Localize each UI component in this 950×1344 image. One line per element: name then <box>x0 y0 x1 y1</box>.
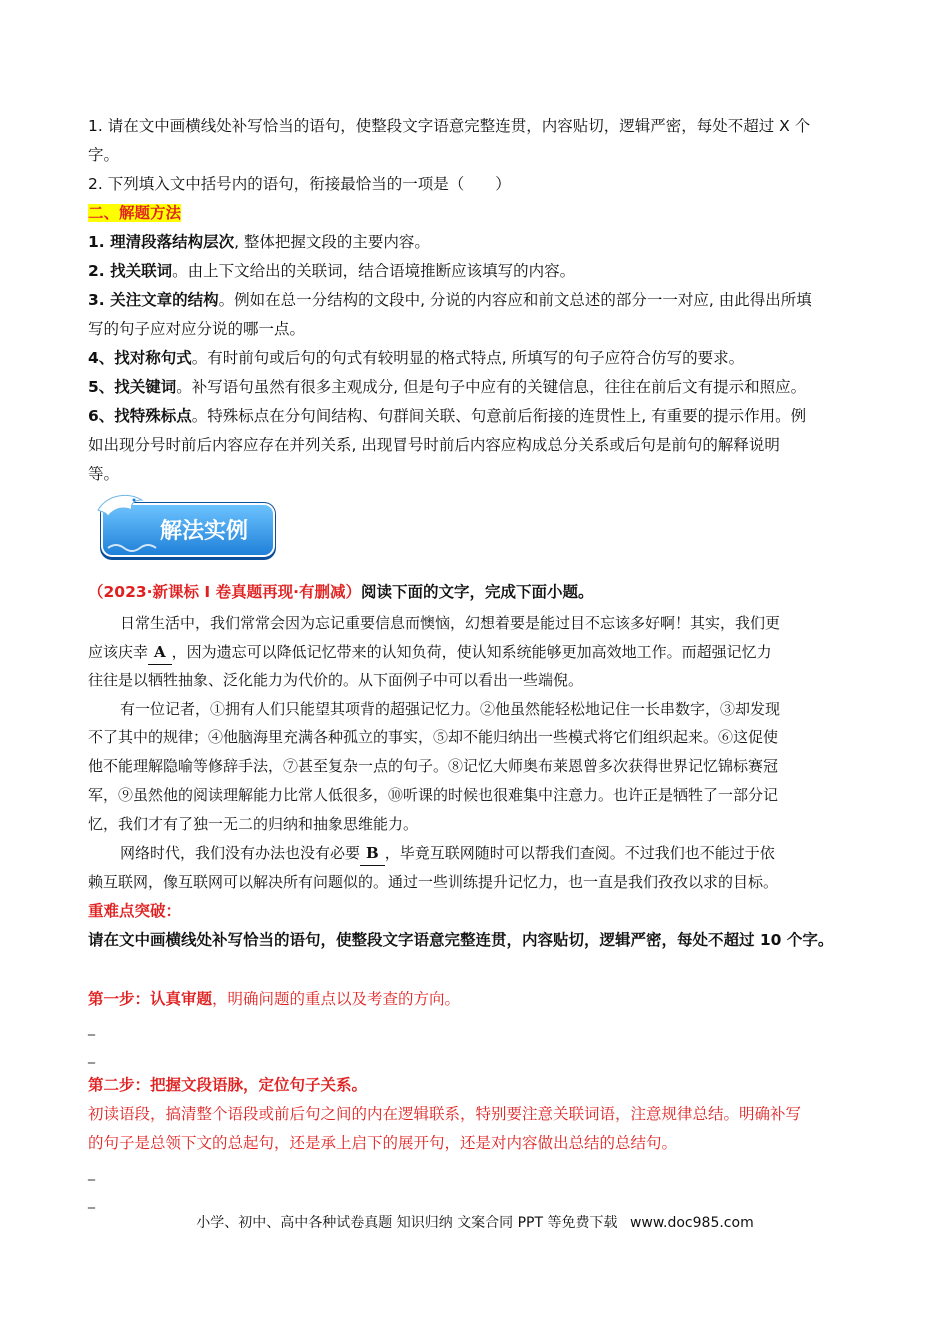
footer-text: 小学、初中、高中各种试卷真题 知识归纳 文案合同 PPT 等免费下载 <box>196 1215 618 1231</box>
question-2: 2. 下列填入文中括号内的语句，衔接最恰当的一项是（ ） <box>88 175 511 193</box>
passage-p2-line-5: 忆，我们才有了独一无二的归纳和抽象思维能力。 <box>88 815 419 833</box>
solution-example-banner <box>94 490 280 564</box>
method-item-key: 1. 理清段落结构层次 <box>88 233 235 251</box>
passage-p2-line-4: 军，⑨虽然他的阅读理解能力比常人低很多，⑩听课的时候也很难集中注意力。也许正是牺牲了一部分记 <box>88 786 779 804</box>
page-footer <box>0 1212 950 1232</box>
method-item-text: 。特殊标点在分句间结构、句群间关联、句意前后衔接的连贯性上, 有重要的提示作用。例 <box>191 407 807 425</box>
answer-blank-line: _ <box>88 1193 95 1209</box>
method-item-text: , 整体把握文段的主要内容。 <box>234 233 430 251</box>
passage-text: 网络时代，我们没有办法也没有必要 <box>120 844 361 862</box>
method-item-3-cont: 写的句子应对应分说的哪一点。 <box>88 320 306 338</box>
passage-text: 应该庆幸 <box>88 643 149 661</box>
method-item-key: 6、找特殊标点 <box>88 407 192 425</box>
passage-p1-line-2 <box>88 640 772 665</box>
method-item-key: 5、找关键词 <box>88 378 177 396</box>
method-item-3 <box>88 288 812 312</box>
method-item-text: 。补写语句虽然有很多主观成分, 但是句子中应有的关键信息，往往在前后文有提示和照应。 <box>176 378 807 396</box>
method-heading: 二、解题方法 <box>88 204 182 222</box>
passage-text: ，因为遗忘可以降低记忆带来的认知负荷，使认知系统能够更加高效地工作。而超强记忆力 <box>171 643 772 661</box>
step-1 <box>88 987 460 1011</box>
question-1-line-2: 字。 <box>88 146 120 164</box>
step-1-text: ，明确问题的重点以及考查的方向。 <box>212 990 461 1008</box>
dolphin-banner-graphic <box>94 490 280 564</box>
method-item-1 <box>88 230 430 254</box>
example-source: （2023·新课标 I 卷真题再现·有删减） <box>88 583 361 601</box>
example-instruction: 阅读下面的文字，完成下面小题。 <box>360 583 594 601</box>
blank-b: B <box>360 841 385 866</box>
passage-p2-line-2: 不了其中的规律；④他脑海里充满各种孤立的事实，⑤却不能归纳出一些模式将它们组织起来。⑥这促使 <box>88 728 779 746</box>
step-2-line-2: 的句子是总领下文的总起句，还是承上启下的展开句，还是对内容做出总结的总结句。 <box>88 1134 678 1152</box>
passage-p1-line-3: 往往是以牺牲抽象、泛化能力为代价的。从下面例子中可以看出一些端倪。 <box>88 671 584 689</box>
blank-a: A <box>148 640 172 665</box>
answer-blank-line: _ <box>88 1165 95 1181</box>
question-1-line-1: 1. 请在文中画横线处补写恰当的语句，使整段文字语意完整连贯，内容贴切，逻辑严密，每处不超过 X 个 <box>88 117 811 135</box>
passage-p1-line-1: 日常生活中，我们常常会因为忘记重要信息而懊恼，幻想着要是能过目不忘该多好啊！其实，我们更 <box>120 614 781 632</box>
answer-blank-line: _ <box>88 1020 95 1036</box>
method-item-key: 2. 找关联词 <box>88 262 173 280</box>
method-item-text: 。由上下文给出的关联词，结合语境推断应该填写的内容。 <box>172 262 576 280</box>
method-item-4 <box>88 346 744 370</box>
method-item-5 <box>88 375 806 399</box>
method-item-key: 4、找对称句式 <box>88 349 192 367</box>
method-item-6-cont2: 等。 <box>88 465 120 483</box>
passage-p2-line-3: 他不能理解隐喻等修辞手法，⑦甚至复杂一点的句子。⑧记忆大师奥布莱恩曾多次获得世界记忆锦标赛冠 <box>88 757 779 775</box>
passage-p3-line-2: 赖互联网，像互联网可以解决所有问题似的。通过一些训练提升记忆力，也一直是我们孜孜以求的目标。 <box>88 873 779 891</box>
passage-p2-line-1: 有一位记者，①拥有人们只能望其项背的超强记忆力。②他虽然能轻松地记住一长串数字，③却发现 <box>120 700 781 718</box>
breakthrough-task: 请在文中画横线处补写恰当的语句，使整段文字语意完整连贯，内容贴切，逻辑严密，每处不超过 10 个字。 <box>88 931 834 949</box>
method-item-6-cont: 如出现分号时前后内容应存在并列关系, 出现冒号时前后内容应构成总分关系或后句是前句的解释说明 <box>88 436 780 454</box>
example-header <box>88 580 594 604</box>
step-2-heading: 第二步：把握文段语脉，定位句子关系。 <box>88 1076 368 1094</box>
breakthrough-heading: 重难点突破： <box>88 902 182 920</box>
step-2-line-1: 初读语段，搞清整个语段或前后句之间的内在逻辑联系，特别要注意关联词语，注意规律总结。明确补写 <box>88 1105 802 1123</box>
footer-url[interactable]: www.doc985.com <box>629 1215 754 1231</box>
method-item-text: 。例如在总一分结构的文段中, 分说的内容应和前文总述的部分一一对应, 由此得出所填 <box>218 291 812 309</box>
method-item-6 <box>88 404 806 428</box>
banner-label: 解法实例 <box>159 519 249 544</box>
step-1-key: 第一步：认真审题 <box>88 990 213 1008</box>
passage-text: ，毕竟互联网随时可以帮我们查阅。不过我们也不能过于依 <box>384 844 775 862</box>
method-item-key: 3. 关注文章的结构 <box>88 291 219 309</box>
passage-p3-line-1 <box>120 841 775 866</box>
method-item-text: 。有时前句或后句的句式有较明显的格式特点, 所填写的句子应符合仿写的要求。 <box>191 349 745 367</box>
method-heading-row <box>88 201 181 225</box>
method-item-2 <box>88 259 575 283</box>
answer-blank-line: _ <box>88 1048 95 1064</box>
